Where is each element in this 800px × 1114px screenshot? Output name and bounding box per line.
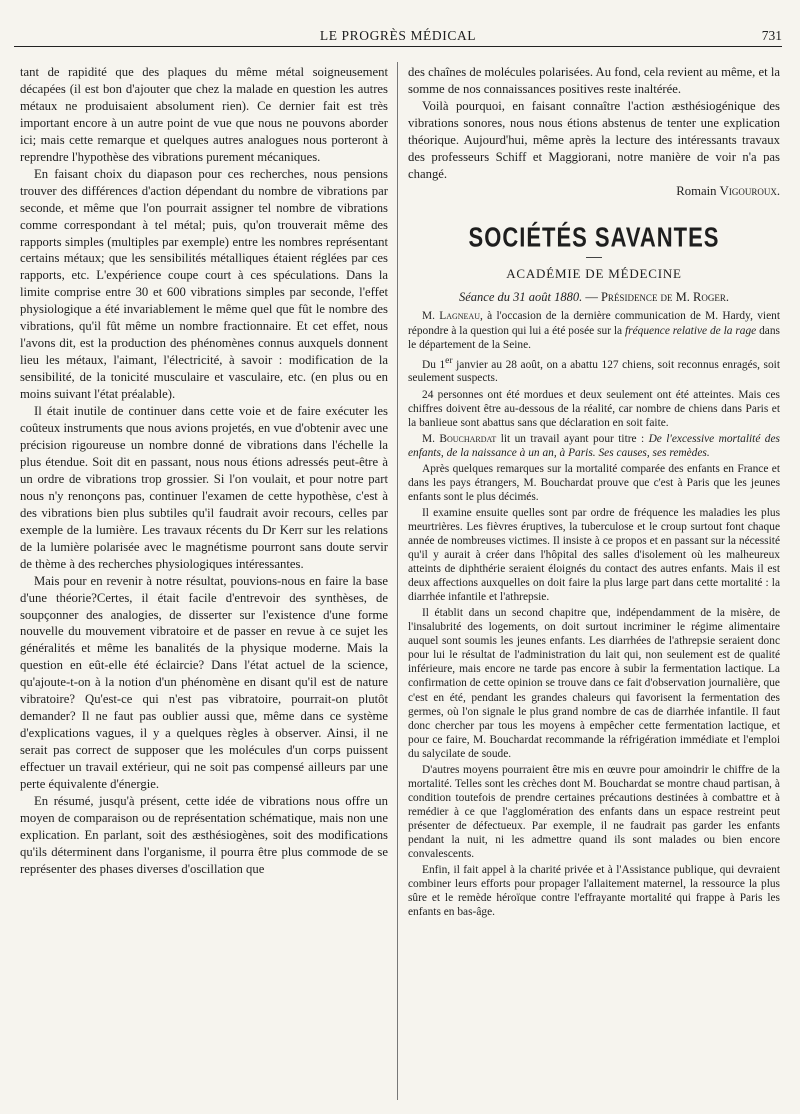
seance-line [408, 289, 780, 306]
page-number: 731 [761, 28, 782, 43]
paragraph-text: Du 1 [422, 358, 446, 371]
paragraph: Mais pour en revenir à notre résultat, pouvions-nous en faire la base d'une théorie?Certes, il était facile d'entrevoir des synthèses, de soupçonner des analogies, de disserter sur l'existence d'une forme nouvelle du mouvement vibratoire et de passer en revue à ce sujet les généralités et même les banalités de la physique moderne. Mais la question en eût-elle été éclaircie? Dans l'état actuel de la science, qu'ajoute-t-on à la notion d'un phénomène en disant qu'il est de nature vibratoire? Qu'est-ce qui n'est pas vibratoire, pourrait-on plutôt demander? Il ne faut pas oublier aussi que, même dans ce système d'explications vagues, il y a quelques règles à observer. Ainsi, il ne serait pas correct de supposer que les molécules d'un corps puissent effectuer un travail extérieur, qui ne soit pas compensé ailleurs par une perte équivalente d'énergie. [20, 573, 388, 792]
speaker-name: M. Bouchardat [422, 432, 497, 445]
paragraph-text: à l'occasion de la dernière communication de M. Hardy, vient répondre à la question qui lui a été posée sur la [408, 310, 780, 337]
paragraph-text: lit un travail ayant pour titre : [496, 432, 649, 445]
left-column [20, 64, 388, 1102]
signature-first-name: Romain [676, 183, 717, 198]
paragraph-janvier [408, 354, 780, 386]
superscript: er [445, 355, 453, 366]
speaker-name: M. Lagneau, [422, 310, 483, 323]
seance-separator: — [582, 289, 601, 304]
column-divider [397, 62, 398, 1100]
italic-title: De l'excessive mortalité des enfants, de la naissance à un an, à Paris. Ses causes, ses remèdes. [408, 432, 780, 459]
section-rule [586, 257, 602, 258]
running-title: LE PROGRÈS MÉDICAL [319, 28, 477, 43]
paragraph: D'autres moyens pourraient être mis en œuvre pour amoindrir le chiffre de la mortalité. Telles sont les crèches dont M. Bouchardat se montre chaud partisan, à condition toutefois de prendre certaines précautions destinées à combattre et à remédier à ce que l'agglomération des enfants dans un espace restreint peut présenter de défectueux. Par exemple, il ne faudrait pas garder les enfants pendant la nuit, ni les admettre quand ils sont malades ou bien encore convalescents. [408, 763, 780, 861]
right-column [408, 64, 780, 1102]
subsection-title: ACADÉMIE DE MÉDECINE [506, 265, 682, 281]
paragraph: Voilà pourquoi, en faisant connaître l'action æsthésiogénique des vibrations sonores, nous nous étions abstenus de tenter une explication théorique. Aujourd'hui, même après la lecture des intéressants travaux des professeurs Schiff et Maggiorani, notre manière de voir n'a pas changé. [408, 98, 780, 181]
paragraph-lagneau [408, 309, 780, 351]
paragraph: Il établit dans un second chapitre que, indépendamment de la misère, de l'insalubrité des logements, on doit surtout incriminer le régime alimentaire auquel sont soumis les jeunes enfants. Les diarrhées de l'athrepsie seraient donc pour lui le résultat de l'administration du lait qui, non seulement est de qualité inférieure, mais encore ne tarde pas encore à subir la fermentation lactique. La confirmation de cette opinion se trouve dans ce fait d'observation journalière, que c'est en été, pendant les grandes chaleurs qui favorisent la fermentation des germes, où l'on signale le plus grand nombre de cas de diarrhée infantile. Il faut donc chercher par tous les moyens à empêcher cette fermentation lactique, et pour ce faire, M. Bouchardat recommande la réfrigération immédiate et l'emploi du salycilate de soude. [408, 607, 780, 760]
paragraph-bouchardat [408, 432, 780, 460]
page-header [14, 26, 782, 47]
paragraph-text: janvier au 28 août, on a abattu 127 chiens, soit reconnus enragés, soit seulement suspects. [408, 358, 780, 385]
author-signature [408, 183, 780, 200]
paragraph: En résumé, jusqu'à présent, cette idée de vibrations nous offre un moyen de comparaison ou de représentation schématique, mais non une explication. En parlant, soit des æsthésiogènes, soit des modifications qu'ils déterminent dans l'organisme, il pourra être plus commode de se représenter des phases diverses d'oscillation que [20, 793, 388, 876]
paragraph: Il était inutile de continuer dans cette voie et de faire exécuter les coûteux instruments que nous avions projetés, en vue d'obtenir avec une précision rigoureuse un nombre donné de vibrations dans l'échelle la plus étendue. Soit dit en passant, nous nous étions adressés peut-être à un ordre de vibrations trop grossier. Si l'on voulait, et pour notre part nous n'y renonçons pas, continuer l'examen de cette hypothèse, c'est à des vibrations bien plus subtiles qu'il faudrait avoir recours, celles par exemple de la lumière. Les travaux récents du Dr Kerr sur les relations de la lumière polarisée avec le magnétisme pourront sans doute servir de thème à des recherches physiologiques intéressantes. [20, 404, 388, 571]
seance-date: Séance du 31 août 1880. [458, 289, 583, 304]
seance-presidence: Présidence de M. Roger. [600, 289, 730, 304]
signature-last-name: Vigouroux. [719, 183, 780, 198]
academy-report [408, 309, 780, 919]
paragraph: des chaînes de molécules polarisées. Au fond, cela revient au même, et la somme de nos connaissances positives reste inaltérée. [408, 65, 780, 96]
italic-topic: fréquence relative de la rage [624, 324, 757, 337]
paragraph: Enfin, il fait appel à la charité privée et à l'Assistance publique, qui devraient combiner leurs efforts pour propager l'allaitement maternel, la ressource la plus sûre et le remède héroïque contre l'effrayante mortalité qui frappe à Paris les enfants en bas-âge. [408, 864, 780, 919]
paragraph: tant de rapidité que des plaques du même métal soigneusement décapées (il est bon d'ajouter que chez la malade en question les autres métaux ne produisaient absolument rien). Ce dernier fait est très important encore à un autre point de vue que nous ne pouvons aborder ici; mais cette remarque et quelques autres analogues nous porteront à reprendre l'hypothèse des vibrations purement mécaniques. [20, 65, 388, 164]
paragraph: 24 personnes ont été mordues et deux seulement ont été atteintes. Mais ces chiffres doivent être au-dessous de la réalité, car nombre de chiens dans Paris et la banlieue sont abattus sans que déclaration en soit faite. [408, 388, 780, 429]
section-title: SOCIÉTÉS SAVANTES [468, 221, 720, 253]
paragraph: Après quelques remarques sur la mortalité comparée des enfants en France et dans les pays étrangers, M. Bouchardat prouve que c'est à Paris que les jeunes enfants sont le plus décimés. [408, 462, 780, 503]
paragraph-text: dans le département de la Seine. [408, 324, 780, 351]
paragraph: Il examine ensuite quelles sont par ordre de fréquence les maladies les plus meurtrières. Les fièvres éruptives, la tuberculose et le croup surtout font chaque année de nombreuses victimes. Il insiste à ce propos et en passant sur la nécessité qu'il y aurait à créer dans l'hôpital des salles d'isolement où les malheureux atteints de diphthérie seraient éloignés du contact des autres enfants. Mais il est deux affections auxquelles on doit faire la plus large part dans cette mortalité : la diarrhée infantile et l'athrepsie. [408, 506, 780, 604]
paragraph: En faisant choix du diapason pour ces recherches, nous pensions trouver des différences d'action dépendant du nombre de vibrations par seconde, et même que l'on pourrait assigner tel nombre de vibrations comme correspondant à tel métal; puis, qu'on trouverait même des rapports simples (multiples par exemple) entre les nombres représentant certains métaux; que les sensibilités métalliques étaient réglées par ces rapports, etc. L'expérience coupe court à ces spéculations. Dans la limite comprise entre 30 et 600 vibrations simples par seconde, l'effet physiologique a été invariablement le même quel que fût le nombre des vibrations, qu'il fût même un nombre fractionnaire. Et cet effet, nous l'avons dit, est la production des phénomènes connus auxquels donnent lieu les métaux, l'aimant, l'électricité, à savoir : modification de la sensibilité, de la tonicité musculaire et vasculaire, etc. (en plus ou en moins suivant l'état préalable). [20, 166, 388, 402]
